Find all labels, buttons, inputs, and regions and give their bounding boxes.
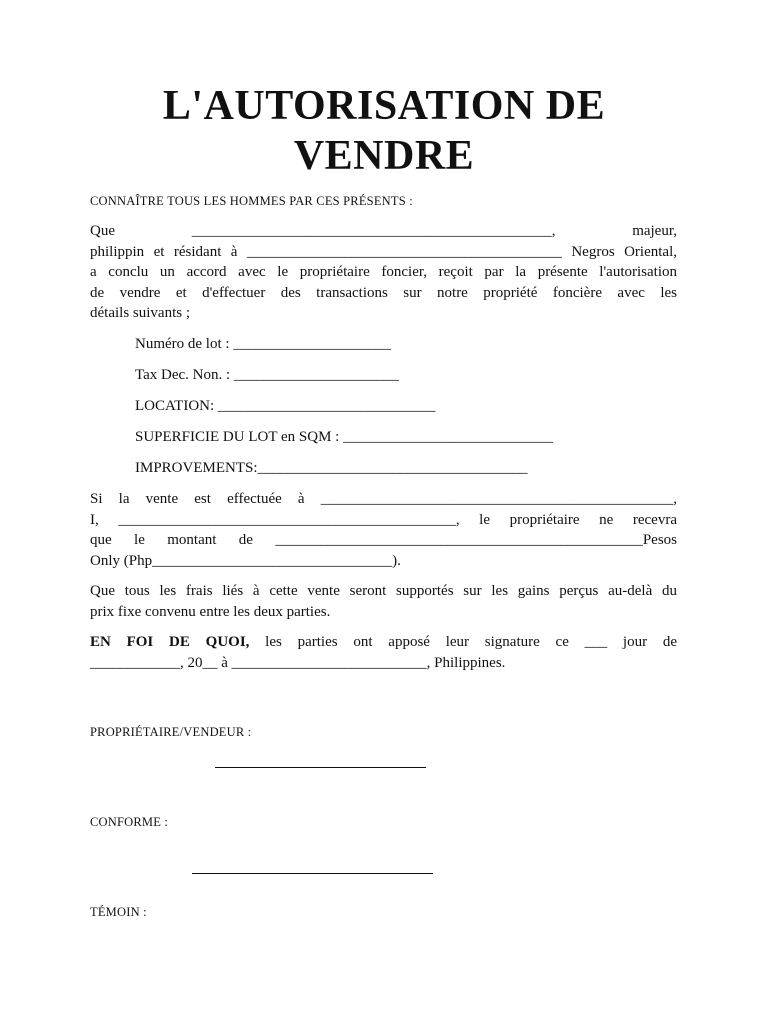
- paragraph-line: philippin et résidant à __________________________________________ Negros Oriental,: [90, 243, 677, 260]
- paragraph-line: Si la vente est effectuée à _______________________________________________,: [90, 491, 677, 507]
- conforme-signature-line: [192, 873, 433, 874]
- field-location: LOCATION: _____________________________: [135, 398, 436, 414]
- paragraph-line: détails suivants ;: [90, 305, 190, 321]
- paragraph-line: I, _____________________________________________, le propriétaire ne recevra: [90, 511, 677, 528]
- paragraph-line: Que ________________________________________________, majeur,: [90, 223, 677, 239]
- paragraph-line: a conclu un accord avec le propriétaire foncier, reçoit par la présente l'autorisation: [90, 264, 677, 280]
- paragraph-line: que le montant de _________________________________________________Pesos: [90, 532, 677, 548]
- paragraph-fees: [90, 581, 677, 622]
- field-lot-area: SUPERFICIE DU LOT en SQM : ____________________________: [135, 429, 554, 445]
- paragraph-line: de vendre et d'effectuer des transactions sur notre propriété foncière avec les: [90, 284, 677, 301]
- field-improvements: IMPROVEMENTS:____________________________________: [135, 460, 528, 476]
- document-title-line-2: VENDRE: [293, 133, 475, 179]
- owner-seller-label: PROPRIÉTAIRE/VENDEUR :: [90, 725, 252, 739]
- document-title-line-1: L'AUTORISATION DE: [162, 83, 606, 129]
- intro-heading: CONNAÎTRE TOUS LES HOMMES PAR CES PRÉSENTS :: [90, 194, 413, 208]
- paragraph-line: Only (Php________________________________).: [90, 552, 401, 569]
- witness-clause-text: les parties ont apposé leur signature ce ___ jour de: [249, 634, 677, 650]
- owner-signature-line: [215, 767, 426, 768]
- field-tax-dec: Tax Dec. Non. : ______________________: [135, 367, 399, 383]
- paragraph-line: [90, 632, 677, 653]
- paragraph-sale-terms: [90, 489, 677, 571]
- paragraph-witness-clause: [90, 632, 677, 673]
- witness-label: TÉMOIN :: [90, 905, 147, 919]
- field-lot-number: Numéro de lot : _____________________: [135, 336, 391, 352]
- paragraph-line: prix fixe convenu entre les deux parties.: [90, 603, 331, 620]
- witness-clause-bold: EN FOI DE QUOI,: [90, 634, 250, 650]
- paragraph-line: Que tous les frais liés à cette vente seront supportés sur les gains perçus au-delà du: [90, 583, 677, 599]
- conforme-label: CONFORME :: [90, 815, 169, 829]
- paragraph-line: ____________, 20__ à __________________________, Philippines.: [90, 654, 506, 671]
- paragraph-authorization: [90, 221, 677, 324]
